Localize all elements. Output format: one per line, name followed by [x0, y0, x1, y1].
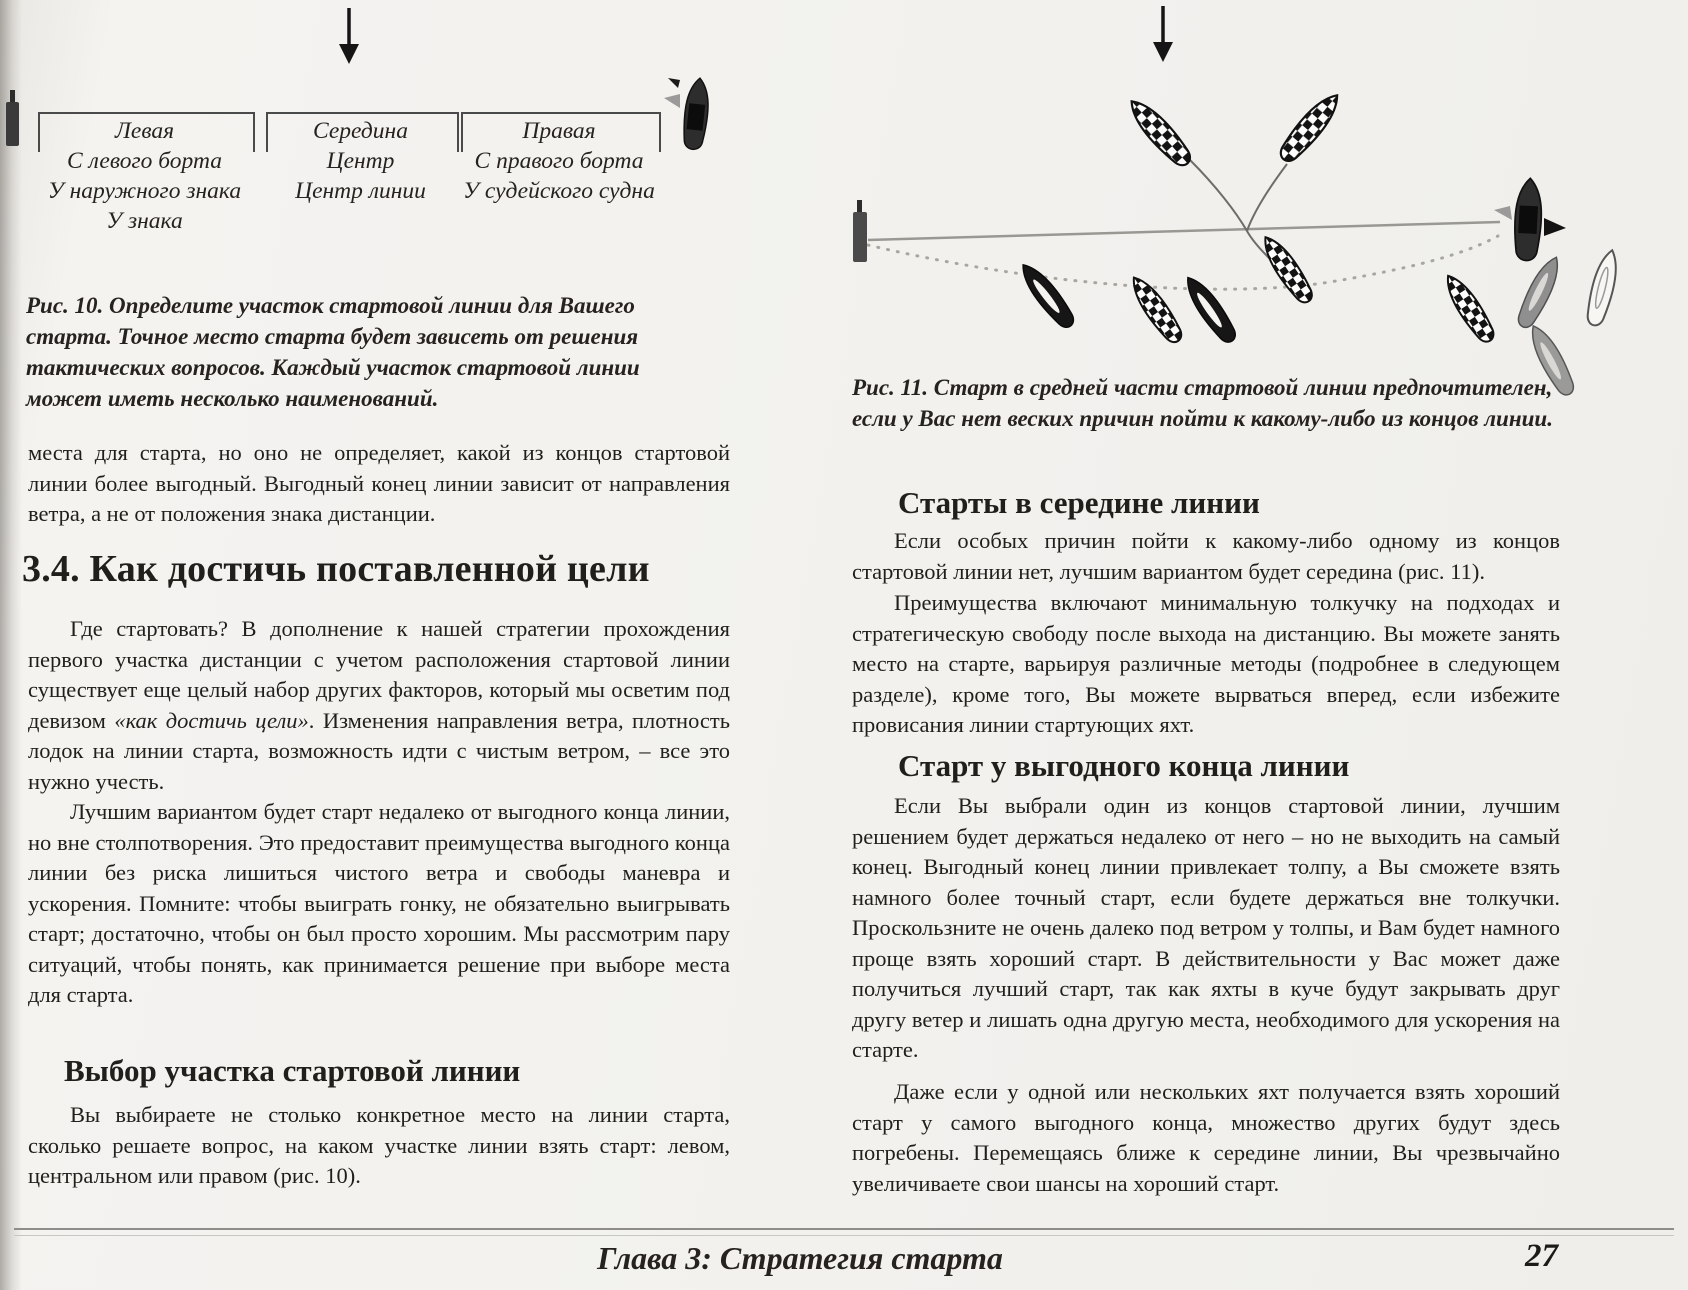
label-line: С правого борта	[474, 148, 644, 174]
sailboat-black-icon	[1179, 272, 1240, 347]
sailboat-checkered-icon	[1125, 272, 1186, 347]
figure-10-diagram	[0, 74, 760, 244]
text-run: Где стартовать? В дополнение к нашей стратегии прохождения первого участка дистанции с учетом расположения стартовой линии существует еще целый набор других факторов, который мы осветим под девизом	[28, 616, 730, 733]
wind-arrow-icon	[334, 6, 364, 66]
buoy-icon	[2, 88, 24, 150]
footer-chapter-title: Глава 3: Стратегия старта	[597, 1240, 1003, 1276]
label-line: Центр линии	[295, 178, 426, 204]
paragraph: Лучшим вариантом будет старт недалеко от выгодного конца линии, но вне столпотворения. Это предоставит преимущества выгодного конца линии без риска лишиться чистого ветра и свободы маневра и ускорения. Помните: чтобы выиграть гонку, не обязательно выигрывать старт; достаточно, чтобы он был просто хорошим. Мы рассмотрим пару ситуаций, чтобы понять, как принимается решение при выборе места для старта.	[28, 799, 730, 1007]
paragraph-continuation: места для старта, но оно не определяет, какой из концов стартовой линии более выгодный. Выгодный конец линии зависит от направления ветра, а не от положения знака дистанции.	[28, 440, 730, 526]
committee-boat-icon	[1494, 178, 1566, 261]
subsection-heading: Выбор участка стартовой линии	[64, 1053, 521, 1088]
sailboat-white-icon	[1583, 248, 1622, 328]
paragraph	[28, 614, 730, 797]
label-line: Середина	[313, 118, 408, 144]
page-number: 27	[1525, 1238, 1558, 1274]
paragraph: Преимущества включают минимальную толкучку на подходах и стратегическую свободу после выхода на дистанцию. Вы можете занять место на старте, варьируя различные методы (подробнее в следующем разделе), кроме того, Вы можете вырваться вперед, если избежите провисания линии стартующих яхт.	[852, 590, 1560, 737]
text-run: . Изменения направления ветра, плотность лодок на линии старта, возможность идти с чистым ветром, – все это нужно учесть.	[28, 707, 730, 794]
line-section-middle-labels	[266, 116, 455, 206]
label-line: С левого борта	[67, 148, 222, 174]
line-section-right-labels	[461, 116, 657, 206]
label-line: Левая	[114, 118, 175, 144]
buoy-icon	[853, 200, 867, 262]
label-line: Центр	[326, 148, 395, 174]
sailboat-checkered-icon	[1257, 231, 1317, 307]
committee-boat-icon	[658, 74, 722, 158]
label-line: У наружного знака	[47, 178, 242, 204]
figure-11-caption: Рис. 11. Старт в средней части стартовой линии предпочтителен, если у Вас нет веских причин пойти к какому-либо из концов линии.	[852, 375, 1553, 431]
start-line	[868, 222, 1500, 240]
sailboat-black-icon	[1015, 259, 1079, 333]
paragraph: Если Вы выбрали один из концов стартовой линии, лучшим решением будет держаться недалеко от него – но не выходить на самый конец. Выгодный конец линии привлекает толпу, а Вы сможете взять намного более точный старт, если будете держаться вне толкучки. Проскользните не очень далеко под ветром у толпы, и Вам будет намного проще взять хороший старт. В действительности у Вас может даже получиться лучший старт, так как яхты в куче будут закрывать друг другу ветер и лишать одна другую места, необходимого для ускорения на старте.	[852, 793, 1560, 1062]
boat-track-port	[1190, 160, 1247, 231]
figure-11-diagram	[840, 60, 1688, 405]
sailboat-checkered-icon	[1439, 270, 1498, 346]
paragraph: Если особых причин пойти к какому-либо одному из концов стартовой линии нет, лучшим вариантом будет середина (рис. 11).	[852, 528, 1560, 584]
subsection-heading: Старты в середине линии	[898, 485, 1260, 520]
figure-10-caption: Рис. 10. Определите участок стартовой линии для Вашего старта. Точное место старта будет зависеть от решения тактических вопросов. Каждый участок стартовой линии может иметь несколько наименований.	[26, 293, 640, 411]
section-heading-3-4: 3.4. Как достичь поставленной цели	[22, 548, 650, 590]
subsection-heading: Старт у выгодного конца линии	[898, 748, 1350, 783]
label-line: Правая	[522, 118, 596, 144]
line-section-left-labels	[38, 116, 251, 236]
sailboat-checkered-icon	[1275, 88, 1346, 166]
paragraph: Вы выбираете не столько конкретное место на линии старта, сколько решаете вопрос, на каком участке линии взять старт: левом, центральном или правом (рис. 10).	[28, 1102, 730, 1188]
quoted-motto: «как достичь цели»	[114, 707, 309, 733]
wind-arrow-icon	[1148, 4, 1178, 64]
footer-rule	[14, 1228, 1674, 1236]
sag-line-dashed	[868, 236, 1498, 289]
label-line: У знака	[106, 208, 183, 234]
paragraph: Даже если у одной или нескольких яхт получается взять хороший старт у самого выгодного конца, множество других будут здесь погребены. Перемещаясь ближе к середине линии, Вы чрезвычайно увеличиваете свои шансы на хороший старт.	[852, 1079, 1560, 1196]
label-line: У судейского судна	[463, 178, 655, 204]
sailboat-gray-icon	[1513, 253, 1566, 332]
sailboat-checkered-icon	[1123, 94, 1195, 171]
